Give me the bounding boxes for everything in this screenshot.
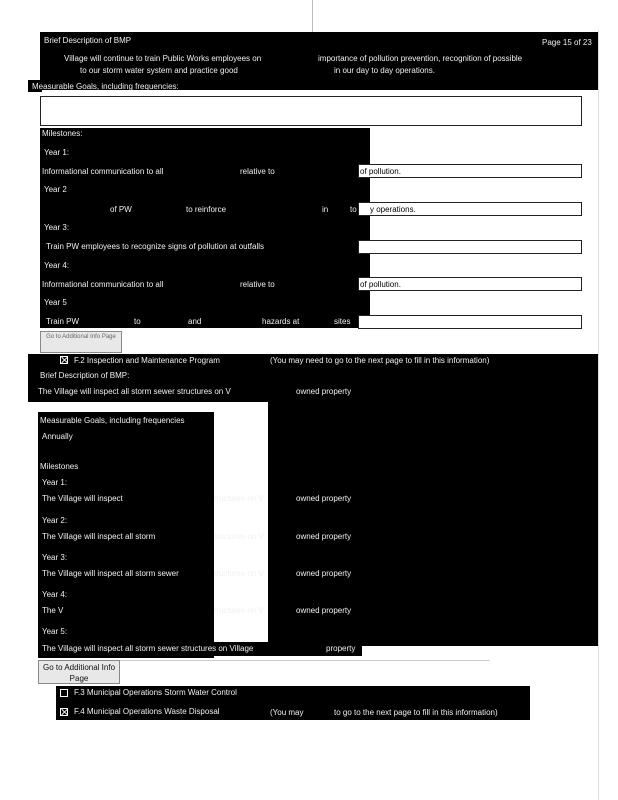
year2-text-e: y operations. — [370, 205, 416, 214]
s2-year5-text-a: The Village will inspect all storm sewer structures on Village — [42, 644, 254, 653]
s2-measurable-goals-label: Measurable Goals, including frequencies — [40, 416, 185, 425]
s2-year2-text-a: The Village will inspect all storm — [42, 532, 156, 541]
f3-checkbox[interactable] — [60, 689, 68, 697]
s2-bmp-description-tail: owned property — [296, 387, 352, 396]
milestones-block — [40, 128, 370, 328]
s2-milestones-label: Milestones — [40, 462, 79, 471]
year2-text-c: in — [322, 205, 329, 214]
f3-checkbox-label: F.3 Municipal Operations Storm Water Control — [74, 688, 237, 697]
year3-label: Year 3: — [44, 223, 70, 232]
f4-note-a: (You may — [270, 708, 304, 717]
s2-year4-text-c: owned property — [296, 606, 352, 615]
f4-checkbox-label: F.4 Municipal Operations Waste Disposal — [74, 707, 220, 716]
s2-year1-label: Year 1: — [42, 478, 68, 487]
bmp-description-line1: Village will continue to train Public Works employees on — [64, 54, 262, 63]
s2-year3-text-a: The Village will inspect all storm sewer — [42, 569, 179, 578]
year1-label: Year 1: — [44, 148, 70, 157]
scan-line-right — [598, 30, 599, 800]
brief-description-label: Brief Description of BMP — [44, 36, 132, 45]
s2-brief-description-label: Brief Description of BMP: — [40, 371, 130, 380]
year4-label: Year 4: — [44, 261, 70, 270]
f2-checkbox[interactable] — [60, 356, 68, 364]
s2-year4-text-b: tructures on V — [214, 606, 264, 615]
s2-year3-text-b: tructures on V — [214, 569, 264, 578]
year5-label: Year 5 — [44, 298, 67, 307]
s2-year5-text-c: property — [326, 644, 356, 653]
year2-text-b: to reinforce — [186, 205, 227, 214]
year1-text-b: relative to — [240, 167, 275, 176]
f2-checkbox-label: F.2 Inspection and Maintenance Program — [74, 356, 220, 365]
s2-year2-text-b: tructures on V — [214, 532, 264, 541]
year5-text-c: and — [188, 317, 202, 326]
s2-measurable-goals-value: Annually — [42, 432, 73, 441]
s2-bmp-description: The Village will inspect all storm sewer structures on V — [38, 387, 231, 396]
year3-text-a: Train PW employees to recognize signs of pollution at outfalls — [46, 242, 265, 251]
s2-year5-label: Year 5: — [42, 627, 68, 636]
s2-year1-text-c: owned property — [296, 494, 352, 503]
measurable-goals-input[interactable] — [40, 96, 582, 126]
year3-milestone-input[interactable] — [358, 240, 582, 254]
s2-year2-label: Year 2: — [42, 516, 68, 525]
measurable-goals-label: Measurable Goals, including frequencies: — [32, 82, 179, 91]
s2-year3-label: Year 3: — [42, 553, 68, 562]
bmp-description-line2b: in our day to day operations. — [334, 66, 435, 75]
page-number: Page 15 of 23 — [542, 38, 592, 47]
milestones-label: Milestones: — [42, 129, 83, 138]
year5-text-e: sites — [334, 317, 351, 326]
s2-year4-label: Year 4: — [42, 590, 68, 599]
f2-note: (You may need to go to the next page to fill in this information) — [270, 356, 490, 365]
bmp-description-line2: to our storm water system and practice good — [80, 66, 238, 75]
s2-year3-text-c: owned property — [296, 569, 352, 578]
year5-milestone-input[interactable] — [358, 315, 582, 329]
year1-text-c: of pollution. — [360, 167, 401, 176]
s2-year1-text-a: The Village will inspect — [42, 494, 123, 503]
year4-text-a: Informational communication to all — [42, 280, 164, 289]
year5-text-a: Train PW — [46, 317, 80, 326]
year1-text-a: Informational communication to all — [42, 167, 164, 176]
s2-year4-text-a: The V — [42, 606, 64, 615]
year5-text-b: to — [134, 317, 141, 326]
go-to-additional-info-button-1[interactable]: Go to Additional Info Page — [40, 331, 122, 353]
scan-line-top — [312, 0, 313, 36]
year2-text-a: of PW — [110, 205, 132, 214]
go-to-additional-info-button-2[interactable]: Go to Additional Info Page — [38, 660, 120, 684]
year4-text-b: relative to — [240, 280, 275, 289]
bmp-description-line1b: importance of pollution prevention, recognition of possible — [318, 54, 523, 63]
year4-text-c: of pollution. — [360, 280, 401, 289]
year2-text-d: to — [350, 205, 357, 214]
s2-year2-text-c: owned property — [296, 532, 352, 541]
f4-checkbox[interactable] — [60, 708, 68, 716]
year5-text-d: hazards at — [262, 317, 300, 326]
s2-year1-text-b: tructures on V — [214, 494, 264, 503]
year2-label: Year 2 — [44, 185, 67, 194]
f4-note-b: to go to the next page to fill in this information) — [334, 708, 498, 717]
